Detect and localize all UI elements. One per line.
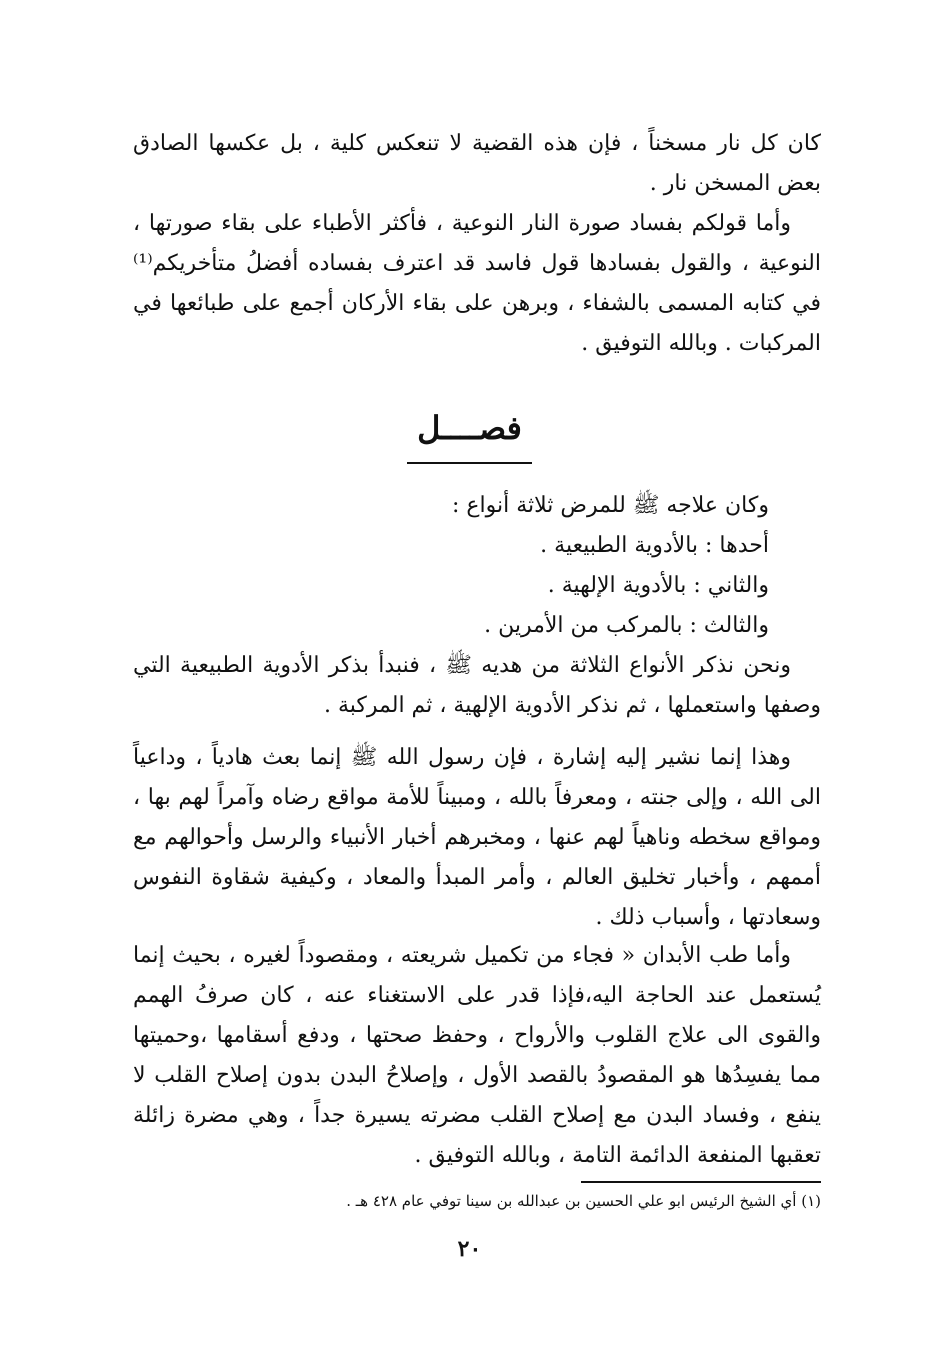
paragraph-continuation: كان كل نار مسخناً ، فإن هذه القضية لا تنعكس كلية ، بل عكسها الصادق بعض المسخن نار .	[133, 131, 821, 196]
page-number: ٢٠	[457, 1236, 482, 1262]
treatment-item-3: والثالث : بالمركب من الأمرين .	[484, 613, 769, 638]
treatment-item-2: والثاني : بالأدوية الإلهية .	[547, 573, 769, 598]
top-text-block	[133, 124, 821, 364]
treatment-list	[149, 486, 769, 646]
treatment-item-1: أحدها : بالأدوية الطبيعية .	[540, 533, 769, 558]
prophet-mission-block	[133, 738, 821, 938]
paragraph-treatment-after: ونحن نذكر الأنواع الثلاثة من هديه ﷺ ، فنبدأ بذكر الأدوية الطبيعية التي وصفها واستعملها ، ثم نذكر الأدوية الإلهية ، ثم المركبة .	[133, 653, 821, 718]
paragraph-prophet-mission: وهذا إنما نشير إليه إشارة ، فإن رسول الله ﷺ إنما بعث هادياً ، وداعياً الى الله ، وإلى جنته ، ومعرفاً بالله ، ومبيناً للأمة مواقع رضاه وآمراً لهم بها ، ومواقع سخطه وناهياً لهم عنها ، ومخبرهم أخبار الأنبياء والرسل وأحوالهم مع أممهم ، وأخبار تخليق العالم ، وأمر المبدأ والمعاد ، وكيفية شقاوة النفوس وسعادتها ، وأسباب ذلك .	[133, 745, 821, 930]
section-heading	[0, 398, 939, 464]
body-medicine-block	[133, 936, 821, 1176]
treatment-after-block	[133, 646, 821, 726]
footnote-divider	[581, 1181, 821, 1183]
section-heading-text: فصــــل	[407, 398, 532, 464]
paragraph-nar-form: وأما قولكم بفساد صورة النار النوعية ، فأكثر الأطباء على بقاء صورتها ، النوعية ، والقول بفسادها قول فاسد قد اعترف بفساده أفضلُ متأخريكم⁽¹⁾ في كتابه المسمى بالشفاء ، وبرهن على بقاء الأركان أجمع على طبائعها في المركبات . وبالله التوفيق .	[133, 211, 821, 356]
treatment-intro: وكان علاجه ﷺ للمرض ثلاثة أنواع :	[451, 493, 769, 518]
footnote: (١) أي الشيخ الرئيس ابو علي الحسين بن عبدالله بن سينا توفي عام ٤٢٨ هـ .	[346, 1192, 821, 1210]
paragraph-body-medicine: وأما طب الأبدان « فجاء من تكميل شريعته ، ومقصوداً لغيره ، بحيث إنما يُستعمل عند الحاجة اليه،فإذا قدر على الاستغناء عنه ، كان صرفُ الهمم والقوى الى علاج القلوب والأرواح ، وحفظ صحتها ، ودفع أسقامها ،وحميتها مما يفسِدُها هو المقصودُ بالقصد الأول ، وإصلاحُ البدن بدون إصلاح القلب لا ينفع ، وفساد البدن مع إصلاح القلب مضرته يسيرة جداً ، وهي مضرة زائلة تعقبها المنفعة الدائمة التامة ، وبالله التوفيق .	[133, 943, 821, 1168]
